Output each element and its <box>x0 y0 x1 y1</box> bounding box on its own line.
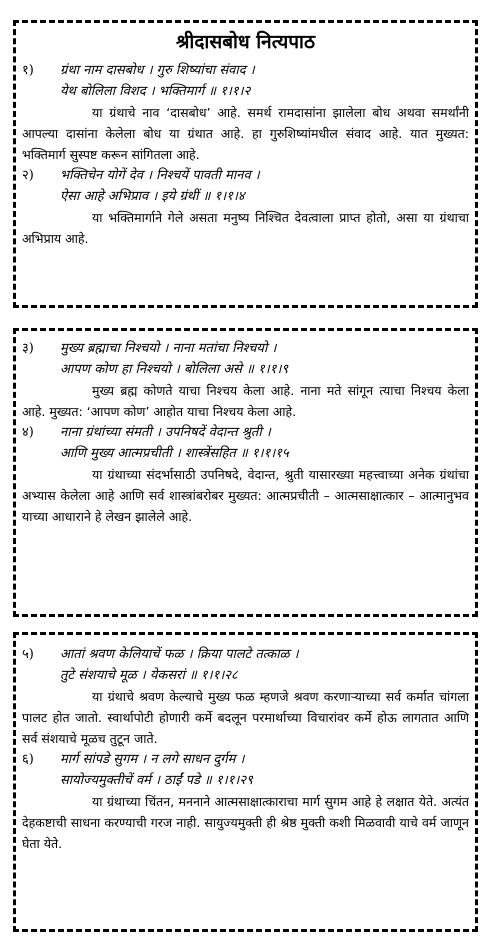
verse-meaning: या ग्रंथाच्या चिंतन, मननाने आत्मसाक्षात्काराचा मार्ग सुगम आहे हे लक्षात येते. अत्यंत देहकष्टाची साधना करण्याची गरज नाही. सायुज्यमुक्ती ही श्रेष्ठ मुक्ती कशी मिळवावी याचे वर्म जाणून घेता येते. <box>22 794 469 851</box>
verse-line: ऐसा आहे अभिप्राव । इये ग्रंथीं ॥ १।१।४ <box>60 189 245 204</box>
verse-6 <box>22 749 469 791</box>
verse-line: आणि मुख्य आत्मप्रचीती । शास्त्रेंसहित ॥ १।१।१५ <box>60 446 289 461</box>
verse-2 <box>22 165 469 207</box>
verse-line: आपण कोण हा निश्चयो । बोलिला असे ॥ १।१।९ <box>60 362 289 377</box>
verse-number: २) <box>22 168 34 183</box>
verse-line: आतां श्रवण केलियाचें फळ । क्रिया पालटे तत्काळ । <box>60 647 299 662</box>
verse-line: सायोज्यमुक्तीचें वर्म । ठाईं पडे ॥ १।१।२९ <box>60 773 253 788</box>
verse-number: ४) <box>22 425 34 440</box>
verse-box-1 <box>13 20 478 308</box>
verse-3 <box>22 338 469 380</box>
verse-number: ६) <box>22 752 34 767</box>
verse-line: भक्तिचेन योगें देव । निश्चयें पावती मानव । <box>60 168 260 183</box>
verse-meaning: या भक्तिमार्गाने गेले असता मनुष्य निश्चित देवत्वाला प्राप्त होतो, असा या ग्रंथाचा अभिप्राय आहे. <box>22 210 469 246</box>
verse-line: नाना ग्रंथांच्या संमती । उपनिषदें वेदान्त श्रुती । <box>60 425 271 440</box>
verse-line: तुटे संशयाचे मूळ । येकसरां ॥ १।१।२८ <box>60 668 238 683</box>
verse-line: येथ बोलिला विशद । भक्तिमार्ग ॥ १।१।२ <box>60 84 251 99</box>
verse-number: ५) <box>22 647 34 662</box>
verse-meaning: मुख्य ब्रह्म कोणते याचा निश्चय केला आहे. नाना मते सांगून त्याचा निश्चय केला आहे. मुख्यत: ‘आपण कोण’ आहोत याचा निश्चय केला आहे. <box>22 383 469 419</box>
verse-meaning: या ग्रंथाच्या संदर्भासाठी उपनिषदे, वेदान्त, श्रुती यासारख्या महत्त्वाच्या अनेक ग्रंथांचा अभ्यास केलेला आहे आणि सर्व शास्त्रांबरोबर मुख्यत: आत्मप्रचीती – आत्मसाक्षात्कार – आत्मानुभव याच्या आधाराने हे लेखन झालेले आहे. <box>22 467 469 524</box>
verse-box-3 <box>13 632 478 932</box>
verse-5 <box>22 644 469 686</box>
verse-line: ग्रंथा नाम दासबोध । गुरु शिष्यांचा संवाद । <box>60 63 255 78</box>
verse-number: १) <box>22 63 34 78</box>
verse-box-2 <box>13 328 478 617</box>
verse-number: ३) <box>22 341 34 356</box>
verse-meaning: या ग्रंथाचे नाव ‘दासबोध’ आहे. समर्थ रामदासांना झालेला बोध अथवा समर्थांनी आपल्या दासांना केलेला बोध या ग्रंथात आहे. हा गुरुशिष्यांमधील संवाद आहे. यात मुख्यत: भक्तिमार्ग सुस्पष्ट करून सांगितला आहे. <box>22 105 469 162</box>
verse-4 <box>22 422 469 464</box>
verse-1 <box>22 60 469 102</box>
verse-meaning: या ग्रंथाचे श्रवण केल्याचे मुख्य फळ म्हणजे श्रवण करणाऱ्याच्या सर्व कर्मात चांगला पालट होत जातो. स्वार्थापोटी होणारी कर्मे बदलून परमार्थाच्या विचारांवर कर्मे होऊ लागतात आणि सर्व संशयाचे मूळच तुटून जाते. <box>22 689 469 746</box>
verse-line: मुख्य ब्रह्माचा निश्चयो । नाना मतांचा निश्चयो । <box>60 341 277 356</box>
page-title: श्रीदासबोध नित्यपाठ <box>175 31 316 53</box>
verse-line: मार्ग सांपडे सुगम । न लगे साधन दुर्गम । <box>60 752 245 767</box>
